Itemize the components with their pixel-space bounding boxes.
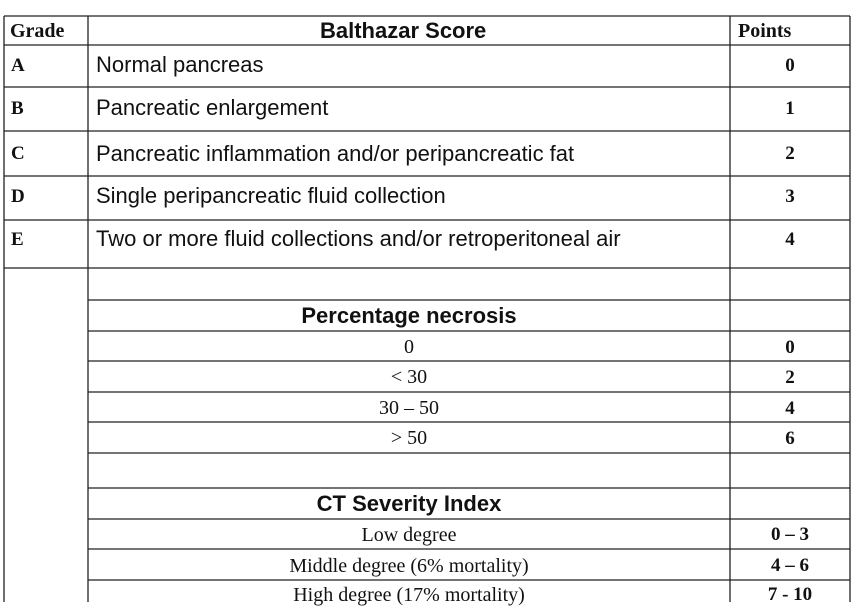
severity-title: CT Severity Index [316, 491, 502, 516]
grade-description: Single peripancreatic fluid collection [96, 183, 446, 208]
necrosis-points: 2 [785, 367, 795, 388]
grade-points: 4 [785, 229, 795, 250]
severity-points: 7 - 10 [767, 584, 813, 605]
header-title: Balthazar Score [320, 18, 487, 43]
grade-description: Pancreatic inflammation and/or peripancreatic fat [96, 141, 575, 166]
header-grade: Grade [10, 20, 65, 42]
necrosis-points: 4 [785, 398, 795, 419]
grade-description: Pancreatic enlargement [96, 95, 329, 120]
necrosis-points: 6 [785, 428, 795, 449]
grade-letter: A [11, 55, 25, 76]
severity-points: 4 – 6 [771, 555, 809, 576]
necrosis-label: > 50 [390, 427, 428, 449]
grade-letter: C [11, 143, 25, 164]
severity-label: High degree (17% mortality) [293, 584, 525, 606]
necrosis-label: < 30 [390, 366, 428, 388]
grade-points: 3 [785, 186, 795, 207]
grade-letter: E [11, 229, 24, 250]
necrosis-points: 0 [785, 337, 795, 358]
necrosis-label: 30 – 50 [379, 397, 439, 419]
grade-points: 2 [785, 143, 795, 164]
grade-letter: B [11, 98, 24, 119]
grade-letter: D [11, 186, 25, 207]
grade-description: Two or more fluid collections and/or retroperitoneal air [96, 226, 621, 251]
header-points: Points [738, 20, 792, 42]
severity-label: Low degree [361, 524, 457, 546]
necrosis-label: 0 [404, 336, 414, 358]
grade-points: 1 [785, 98, 795, 119]
grade-points: 0 [785, 55, 795, 76]
severity-points: 0 – 3 [771, 524, 809, 545]
grade-description: Normal pancreas [96, 52, 264, 77]
necrosis-title: Percentage necrosis [301, 303, 517, 328]
severity-label: Middle degree (6% mortality) [289, 555, 529, 577]
